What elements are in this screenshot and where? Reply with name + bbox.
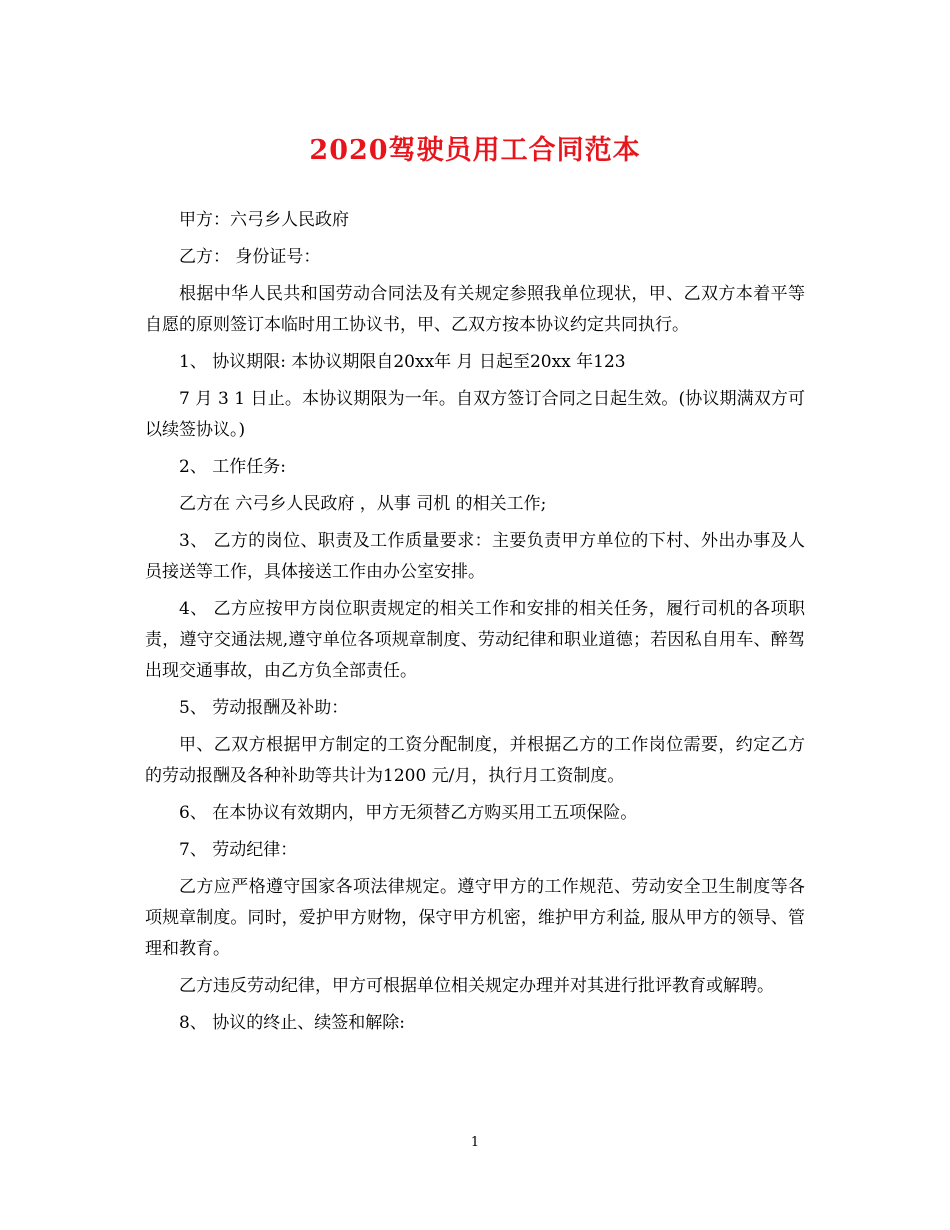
paragraph-term-detail: 7 月 3 1 日止。本协议期限为一年。自双方签订合同之日起生效。(协议期满双方可以续签协议。) [145, 389, 805, 440]
paragraph-task-heading: 2、 工作任务: [179, 457, 286, 477]
paragraph-party-b: 乙方： 身份证号： [179, 247, 321, 267]
paragraph-termination-heading: 8、 协议的终止、续签和解除: [179, 1013, 405, 1033]
paragraph-party-a: 甲方：六弓乡人民政府 [179, 210, 349, 230]
paragraph-violation: 乙方违反劳动纪律，甲方可根据单位相关规定办理并对其进行批评教育或解聘。 [179, 976, 774, 996]
paragraph-pay-heading: 5、 劳动报酬及补助： [179, 698, 349, 718]
paragraph-duties: 3、 乙方的岗位、职责及工作质量要求：主要负责甲方单位的下村、外出办事及人员接送等工作，具体接送工作由办公室安排。 [145, 531, 805, 582]
paragraph-responsibilities: 4、 乙方应按甲方岗位职责规定的相关工作和安排的相关任务，履行司机的各项职责，遵守交通法规,遵守单位各项规章制度、劳动纪律和职业道德；若因私自用车、醉驾出现交通事故，由乙方负全部责任。 [145, 599, 805, 681]
paragraph-pay-detail: 甲、乙双方根据甲方制定的工资分配制度，并根据乙方的工作岗位需要，约定乙方的劳动报酬及各种补助等共计为1200 元/月，执行月工资制度。 [145, 735, 805, 786]
document-body [145, 205, 805, 1045]
paragraph-term-heading: 1、 协议期限: 本协议期限自20xx年 月 日起至20xx 年123 [179, 352, 626, 372]
paragraph-discipline-heading: 7、 劳动纪律： [179, 840, 298, 860]
paragraph-task-detail: 乙方在 六弓乡人民政府 ，从事 司机 的相关工作; [179, 494, 547, 514]
paragraph-insurance: 6、 在本协议有效期内，甲方无须替乙方购买用工五项保险。 [179, 803, 638, 823]
page-number: 1 [470, 1135, 480, 1150]
paragraph-discipline-detail: 乙方应严格遵守国家各项法律规定。遵守甲方的工作规范、劳动安全卫生制度等各项规章制度。同时，爱护甲方财物，保守甲方机密，维护甲方利益, 服从甲方的领导、管理和教育。 [145, 877, 805, 959]
document-title: 2020驾驶员用工合同范本 [309, 135, 641, 166]
paragraph-preamble: 根据中华人民共和国劳动合同法及有关规定参照我单位现状，甲、乙双方本着平等自愿的原则签订本临时用工协议书，甲、乙双方按本协议约定共同执行。 [145, 284, 805, 335]
